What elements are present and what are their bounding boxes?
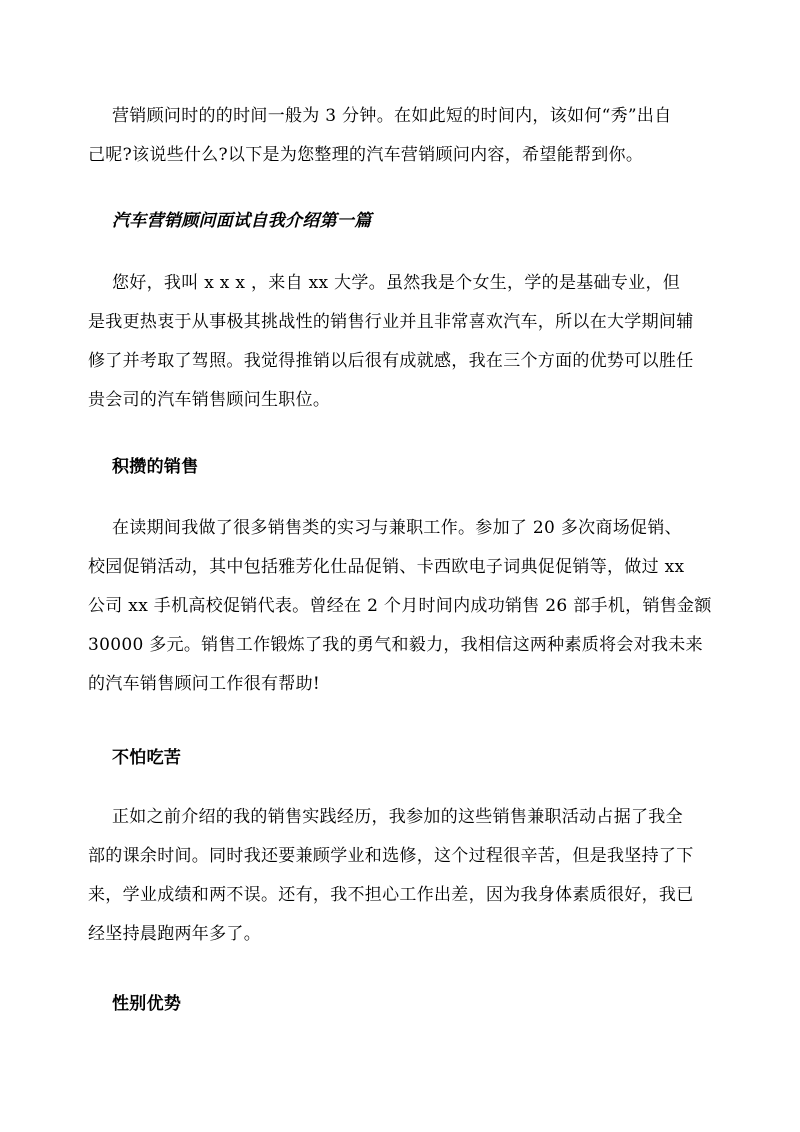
point1-line-5: 的汽车销售顾问工作很有帮助! xyxy=(88,674,321,694)
self-intro-paragraph xyxy=(88,264,694,420)
point2-line-1: 正如之前介绍的我的销售实践经历，我参加的这些销售兼职活动占据了我全 xyxy=(112,807,683,827)
section-title: 汽车营销顾问面试自我介绍第一篇 xyxy=(112,211,372,231)
self-intro-line-4: 贵会司的汽车销售顾问生职位。 xyxy=(88,390,331,410)
self-intro-line-2: 是我更热衷于从事极其挑战性的销售行业并且非常喜欢汽车，所以在大学期间辅 xyxy=(88,312,694,332)
intro-paragraph xyxy=(88,97,690,175)
point3-title: 性别优势 xyxy=(112,994,182,1014)
point1-title: 积攒的销售 xyxy=(112,457,199,477)
point1-line-3: 公司 xx 手机高校促销代表。曾经在 2 个月时间内成功销售 26 部手机，销售金额 xyxy=(88,596,712,616)
point1-line-2: 校园促销活动，其中包括雅芳化仕品促销、卡西欧电子词典促促销等，做过 xx xyxy=(88,557,685,577)
point2-title: 不怕吃苦 xyxy=(112,748,182,768)
point2-line-4: 经坚持晨跑两年多了。 xyxy=(88,924,261,944)
self-intro-line-1: 您好，我叫 x x x ，来自 xx 大学。虽然我是个女生，学的是基础专业，但 xyxy=(112,273,681,293)
point2-paragraph xyxy=(88,798,694,954)
self-intro-line-3: 修了并考取了驾照。我觉得推销以后很有成就感，我在三个方面的优势可以胜任 xyxy=(88,351,694,371)
point2-line-2: 部的课余时间。同时我还要兼顾学业和选修，这个过程很辛苦，但是我坚持了下 xyxy=(88,846,694,866)
point2-line-3: 来，学业成绩和两不误。还有，我不担心工作出差，因为我身体素质很好，我已 xyxy=(88,885,694,905)
intro-line-1: 营销顾问时的的时间一般为 3 分钟。在如此短的时间内，该如何“秀”出自 xyxy=(112,106,672,126)
point1-paragraph xyxy=(88,509,712,704)
point1-line-1: 在读期间我做了很多销售类的实习与兼职工作。参加了 20 多次商场促销、 xyxy=(112,518,682,538)
intro-line-2: 己呢?该说些什么?以下是为您整理的汽车营销顾问内容，希望能帮到你。 xyxy=(88,145,644,165)
point1-line-4: 30000 多元。销售工作锻炼了我的勇气和毅力，我相信这两种素质将会对我未来 xyxy=(88,635,703,655)
